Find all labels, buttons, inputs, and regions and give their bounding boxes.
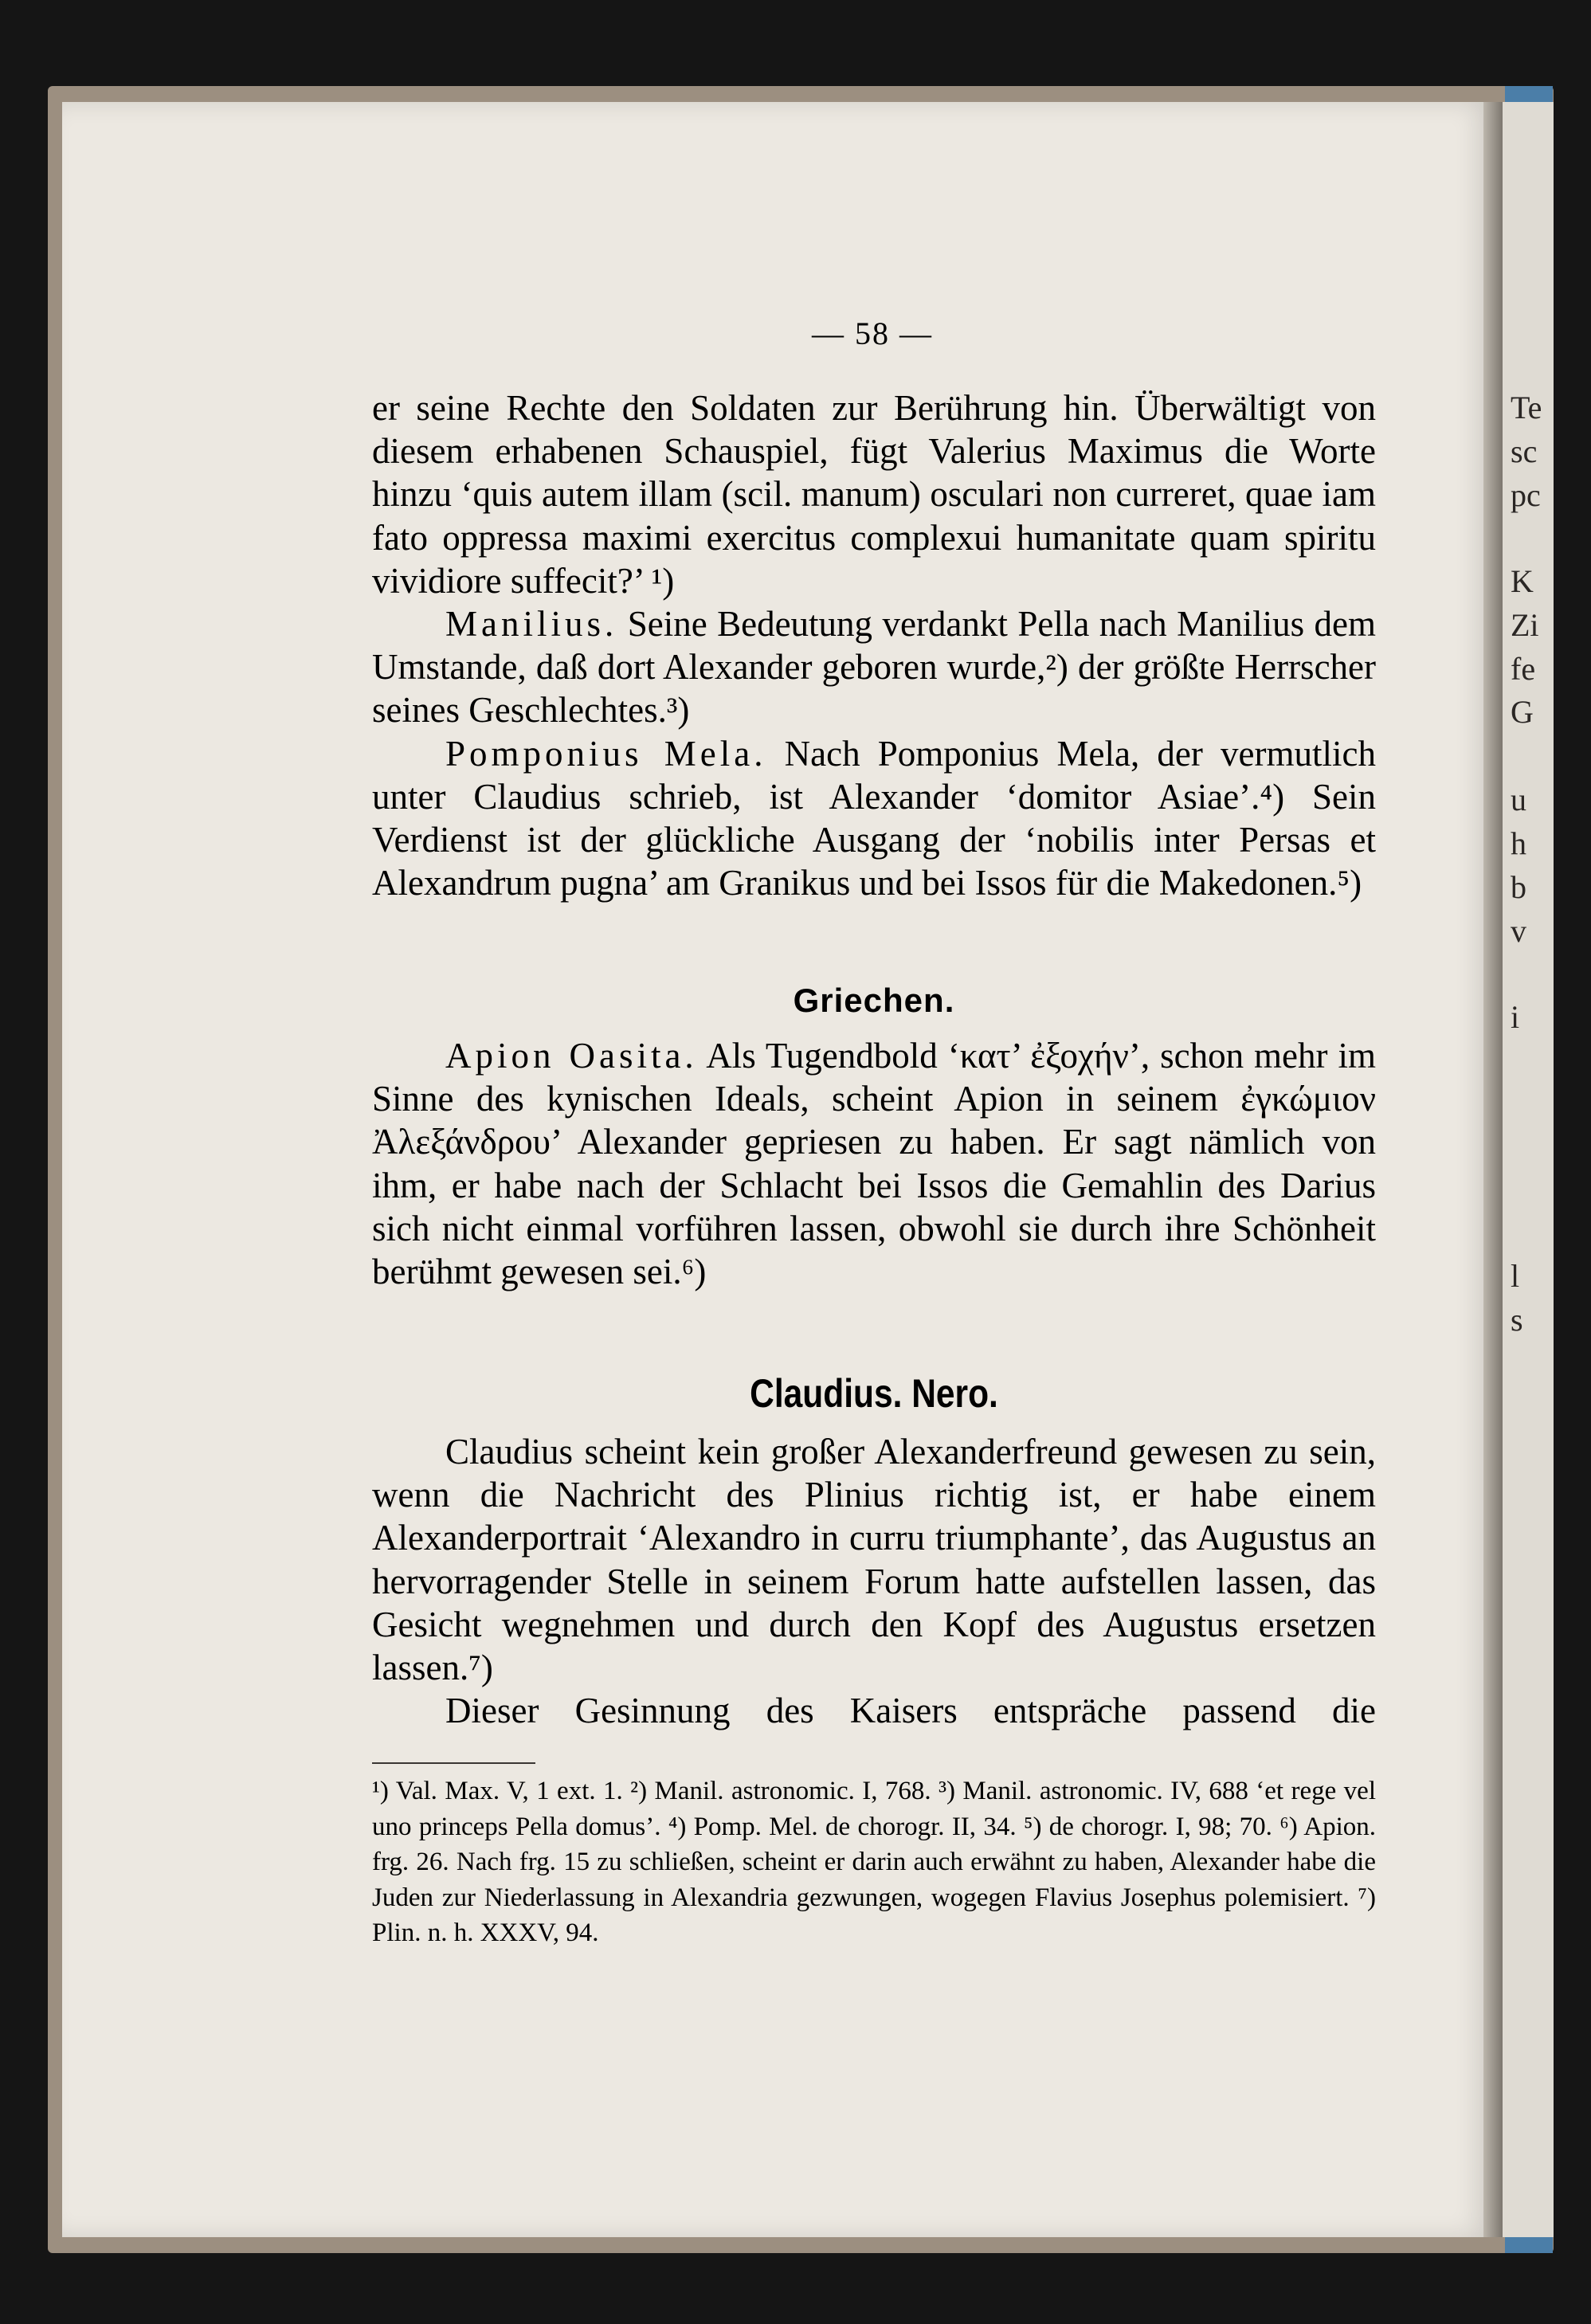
body-text-claudius [372, 1430, 1376, 1732]
paragraph-claudius: Claudius scheint kein großer Alexanderfreund gewesen zu sein, wenn die Nachricht des Plinius richtig ist, er habe einem Alexanderportrait ‘Alexandro in curru triumphante’, das Augustus an hervorragender Stelle in seinem Forum hatte aufstellen lassen, das Gesicht wegnehmen und durch den Kopf des Augustus ersetzen lassen.⁷) [372, 1432, 1376, 1688]
fragment: l [1511, 1258, 1520, 1294]
page-gutter [1483, 102, 1503, 2237]
paragraph-manilius [372, 602, 1376, 732]
paragraph-apion [372, 1034, 1376, 1293]
section-heading-griechen: Griechen. [793, 982, 955, 1019]
page-number: — 58 — [812, 315, 933, 351]
paragraph-text: Als Tugendbold ‘κατ’ ἐξοχήν’, schon mehr im Sinne des kynischen Ideals, scheint Apion in seinem ἐγκώμιον Ἀλεξάνδρου’ Alexander gepriesen zu haben. Er sagt nämlich von ihm, er habe nach der Schlacht bei Issos die Gemahlin des Darius sich nicht einmal vorführen lassen, obwohl sie durch ihre Schönheit berühmt gewesen sei.⁶) [372, 1036, 1376, 1292]
section-heading-claudius-nero: Claudius. Nero. [750, 1371, 998, 1416]
author-name: Pomponius Mela. [445, 733, 767, 774]
fragment: i [1511, 999, 1520, 1035]
footnote-text: ¹) Val. Max. V, 1 ext. 1. ²) Manil. astronomic. I, 768. ³) Manil. astronomic. IV, 688 ‘et rege vel uno princeps Pella domus’. ⁴) Pomp. Mel. de chorogr. II, 34. ⁵) de chorogr. I, 98; 70. ⁶) Apion. frg. 26. Nach frg. 15 zu schließen, scheint er darin auch erwähnt zu haben, Alexander habe die Juden zur Niederlassung in Alexandria gezwungen, wogegen Flavius Josephus polemisiert. ⁷) Plin. n. h. XXXV, 94. [372, 1777, 1376, 1947]
fragment: fe [1511, 651, 1536, 687]
fragment: s [1511, 1302, 1523, 1338]
paragraph-mela [372, 732, 1376, 905]
paragraph-text: Nach Pomponius Mela, der vermutlich unter Claudius schrieb, ist Alexander ‘domitor Asiae’.⁴) Sein Verdienst ist der glückliche Ausgang der ‘nobilis inter Persas et Alexandrum pugna’ am Granikus und bei Issos für die Makedonen.⁵) [372, 733, 1376, 903]
body-text-top [372, 386, 1376, 904]
author-name: Apion Oasita. [445, 1036, 698, 1076]
fragment: v [1511, 913, 1526, 949]
fragment: pc [1511, 477, 1541, 513]
fragment: Zi [1511, 607, 1539, 643]
fragment: b [1511, 869, 1526, 905]
paragraph-valerius: er seine Rechte den Soldaten zur Berührung hin. Überwältigt von diesem erhabenen Schauspiel, fügt Valerius Maximus die Worte hinzu ‘quis autem illam (scil. manum) osculari non curreret, quae iam fato oppressa maximi exercitus complexui humanitate quam spiritu vividiore suffecit?’ ¹) [372, 388, 1376, 601]
fragment: Te [1511, 390, 1542, 425]
paragraph-last-line: Dieser Gesinnung des Kaisers entspräche passend die [445, 1691, 1376, 1731]
footnotes [372, 1773, 1376, 1951]
fragment: u [1511, 782, 1526, 817]
author-name: Manilius. [445, 604, 618, 645]
fragment: sc [1511, 433, 1538, 469]
fragment: G [1511, 694, 1534, 730]
footnote-rule [372, 1762, 535, 1764]
paragraph-text: Seine Bedeutung verdankt Pella nach Manilius dem Umstande, daß dort Alexander geboren wurde,²) der größte Herrscher seines Geschlechtes.³) [372, 604, 1376, 731]
body-text-apion [372, 1034, 1376, 1293]
fragment: h [1511, 825, 1526, 861]
fragment: K [1511, 563, 1534, 599]
adjacent-page-fragment [1503, 102, 1554, 2237]
